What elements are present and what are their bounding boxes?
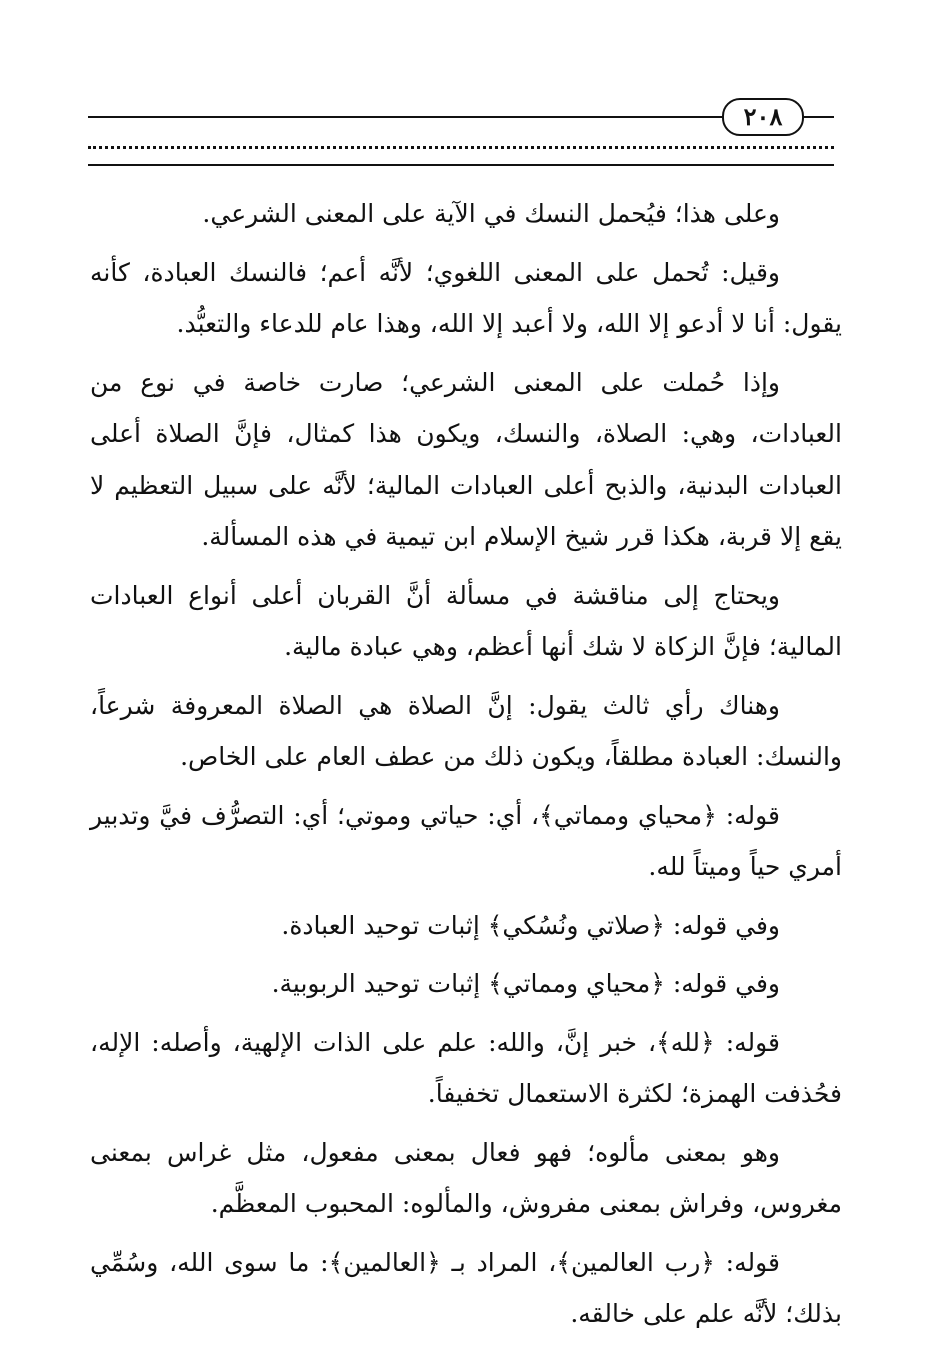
paragraph-11: قوله: ﴿رب العالمين﴾، المراد بـ ﴿العالمين﴾: ما سوى الله، وسُمِّي بذلك؛ لأنَّه علم على خالقه. bbox=[90, 1247, 842, 1328]
paragraph-3: وإذا حُملت على المعنى الشرعي؛ صارت خاصة في نوع من العبادات، وهي: الصلاة، والنسك، ويكون هذا كمثال، فإنَّ الصلاة أعلى العبادات البدنية، والذبح أعلى العبادات المالية؛ لأنَّه على سبيل التعظيم لا يقع إلا قربة، هكذا قرر شيخ الإسلام ابن تيمية في هذه المسألة. bbox=[90, 367, 842, 551]
page-number: ٢٠٨ bbox=[722, 98, 804, 136]
paragraph-7: وفي قوله: ﴿صلاتي ونُسُكي﴾ إثبات توحيد العبادة. bbox=[281, 910, 780, 940]
paragraph-2: وقيل: تُحمل على المعنى اللغوي؛ لأنَّه أعم؛ فالنسك العبادة، كأنه يقول: أنا لا أدعو إلا الله، ولا أعبد إلا الله، وهذا عام للدعاء والتعبُّد. bbox=[90, 257, 842, 338]
header-rule-bottom bbox=[88, 164, 834, 166]
paragraph-4: ويحتاج إلى مناقشة في مسألة أنَّ القربان أعلى أنواع العبادات المالية؛ فإنَّ الزكاة لا شك أنها أعظم، وهي عبادة مالية. bbox=[90, 580, 842, 661]
paragraph-6: قوله: ﴿محياي ومماتي﴾، أي: حياتي وموتي؛ أي: التصرُّف فيَّ وتدبير أمري حياً وميتاً لله. bbox=[90, 800, 842, 881]
paragraph-8: وفي قوله: ﴿محياي ومماتي﴾ إثبات توحيد الربوبية. bbox=[271, 969, 780, 998]
paragraph-10: وهو بمعنى مألوه؛ فهو فعال بمعنى مفعول، مثل غراس بمعنى مغروس، وفراش بمعنى مفروش، والمألوه: المحبوب المعظَّم. bbox=[90, 1137, 842, 1218]
page-body bbox=[90, 188, 842, 1347]
paragraph-9: قوله: ﴿لله﴾، خبر إنَّ، والله: علم على الذات الإلهية، وأصله: الإله، فحُذفت الهمزة؛ لكثرة الاستعمال تخفيفاً. bbox=[90, 1027, 842, 1108]
paragraph-5: وهناك رأي ثالث يقول: إنَّ الصلاة هي الصلاة المعروفة شرعاً، والنسك: العبادة مطلقاً، ويكون ذلك من عطف العام على الخاص. bbox=[90, 690, 842, 771]
header-dotted-rule bbox=[88, 146, 834, 149]
page-header bbox=[88, 90, 834, 170]
paragraph-1: وعلى هذا؛ فيُحمل النسك في الآية على المعنى الشرعي. bbox=[202, 199, 780, 228]
